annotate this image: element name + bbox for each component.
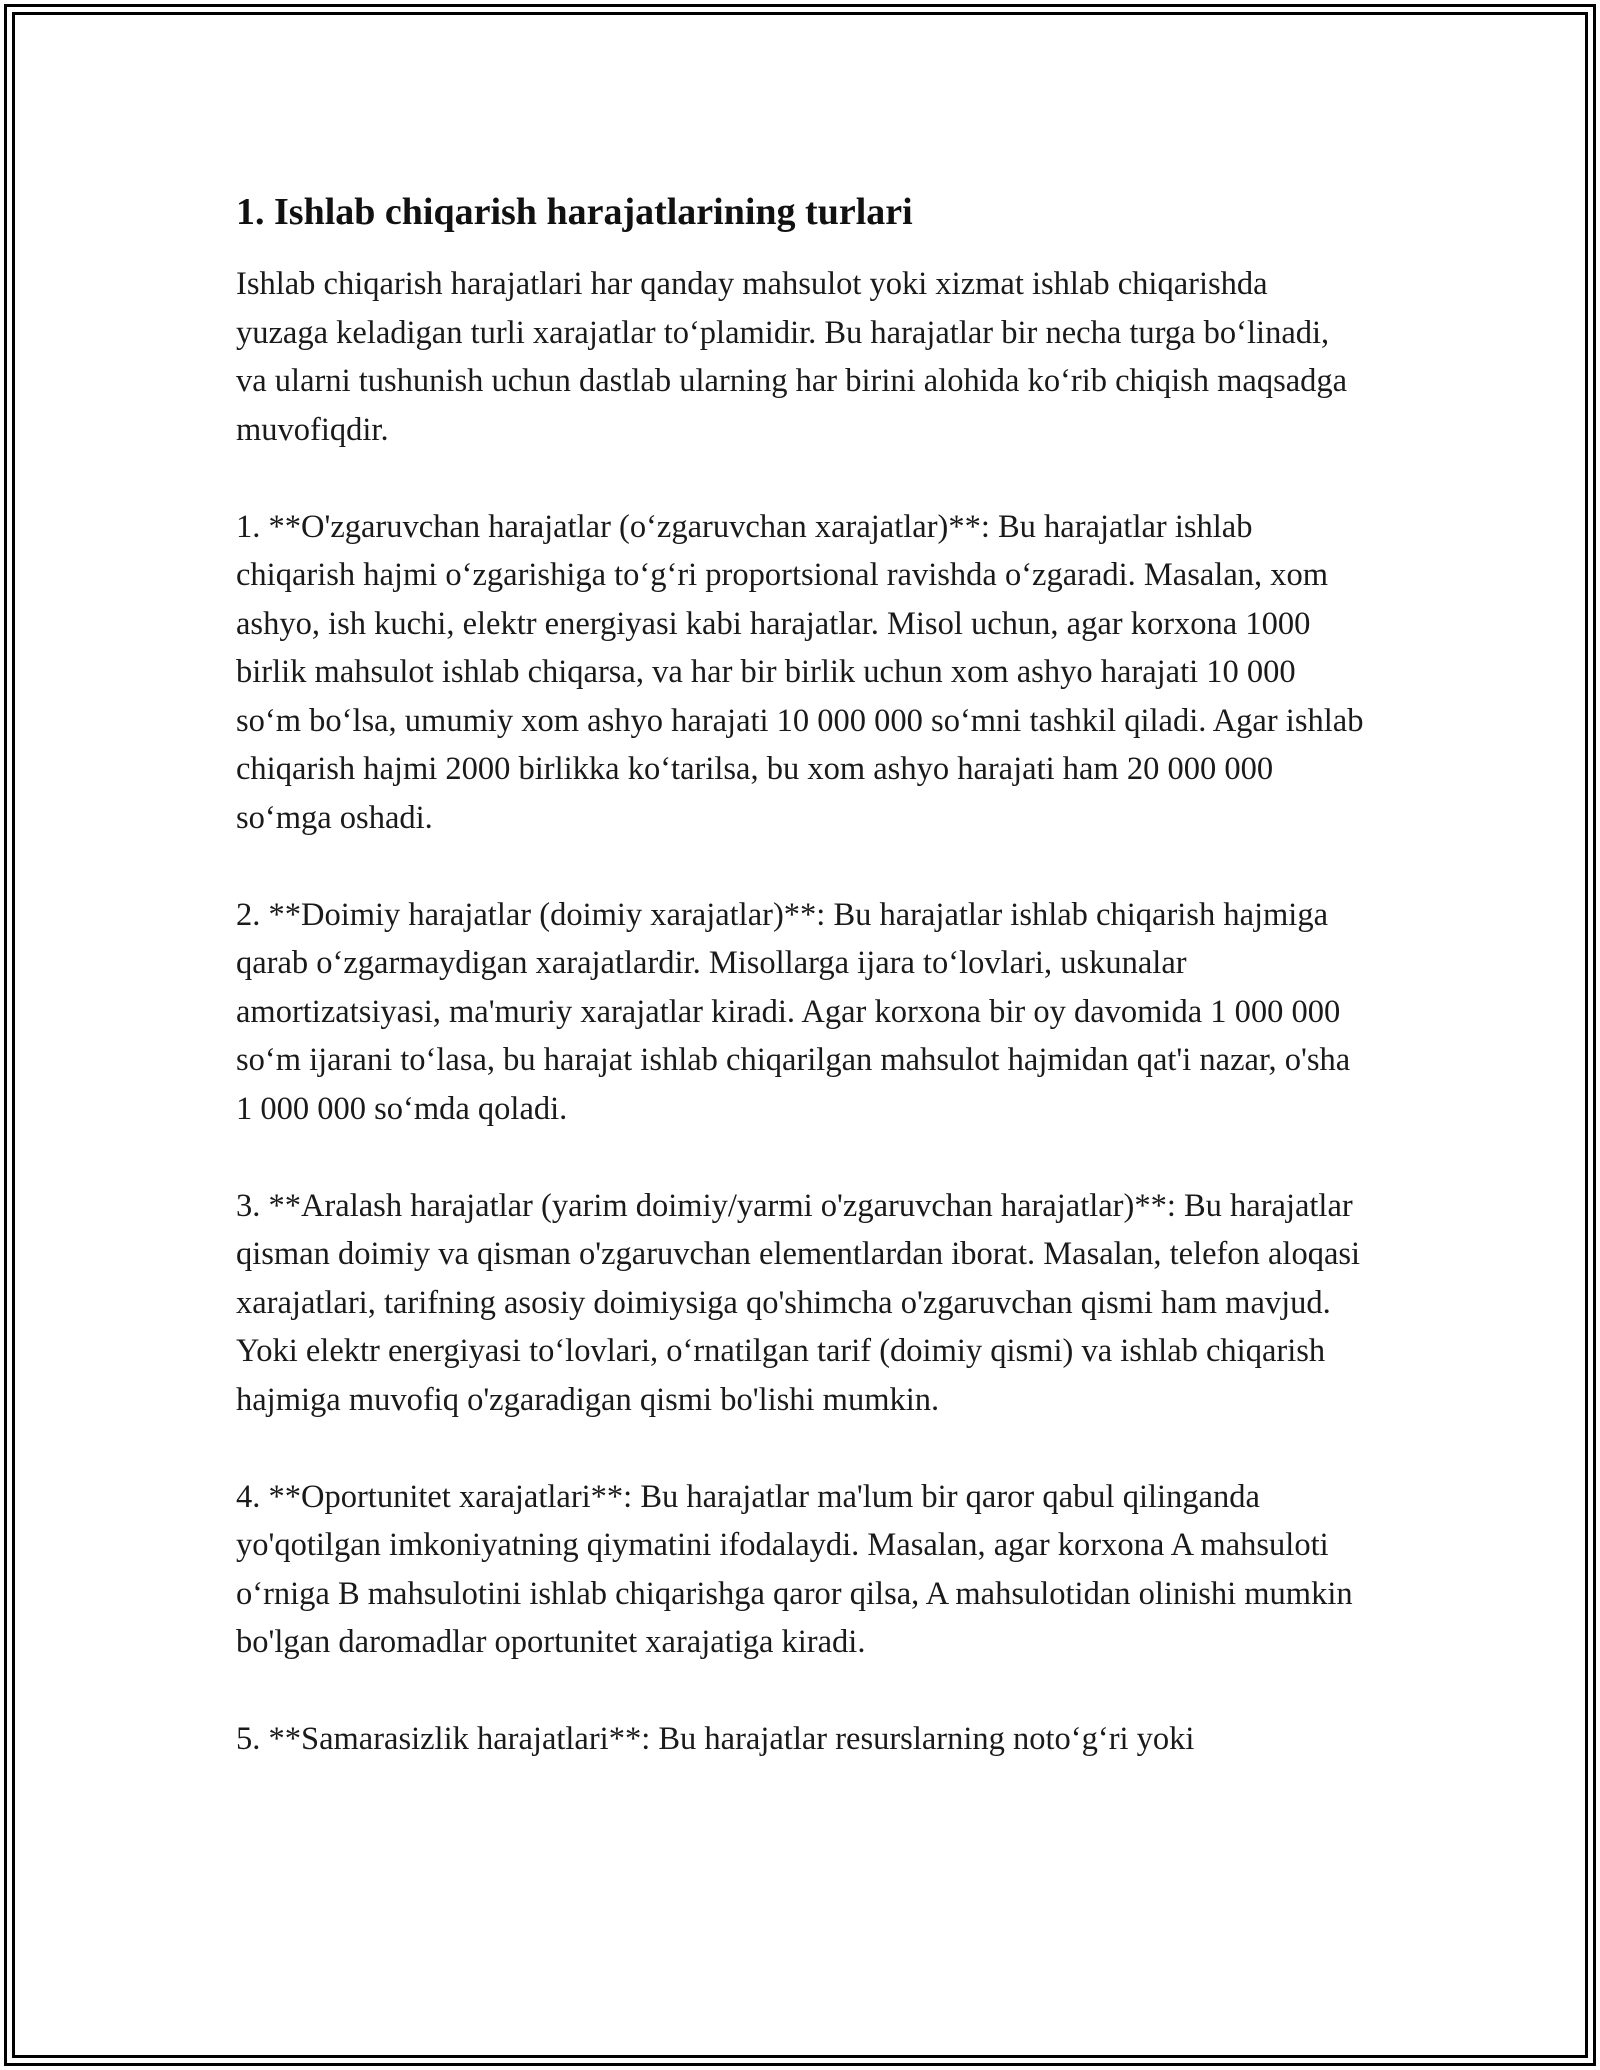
document-body xyxy=(236,186,1366,1812)
paragraph-inefficiency-costs: 5. **Samarasizlik harajatlari**: Bu harajatlar resurslarning noto‘g‘ri yoki xyxy=(236,1721,1195,1757)
paragraph-opportunity-costs: 4. **Oportunitet xarajatlari**: Bu harajatlar ma'lum bir qaror qabul qilinganda yo'qotilgan imkoniyatning qiymatini ifodalaydi. Masalan, agar korxona A mahsuloti o‘rniga B mahsulotini ishlab chiqarishga qaror qilsa, A mahsulotidan olinishi mumkin bo'lgan daromadlar oportunitet xarajatiga kiradi. xyxy=(236,1478,1353,1660)
paragraph-variable-costs: 1. **O'zgaruvchan harajatlar (o‘zgaruvchan xarajatlar)**: Bu harajatlar ishlab chiqarish hajmi o‘zgarishiga to‘g‘ri proportsional ravishda o‘zgaradi. Masalan, xom ashyo, ish kuchi, elektr energiyasi kabi harajatlar. Misol uchun, agar korxona 1000 birlik mahsulot ishlab chiqarsa, va har bir birlik uchun xom ashyo harajati 10 000 so‘m bo‘lsa, umumiy xom ashyo harajati 10 000 000 so‘mni tashkil qiladi. Agar ishlab chiqarish hajmi 2000 birlikka ko‘tarilsa, bu xom ashyo harajati ham 20 000 000 so‘mga oshadi. xyxy=(236,508,1364,836)
paragraph-fixed-costs: 2. **Doimiy harajatlar (doimiy xarajatlar)**: Bu harajatlar ishlab chiqarish hajmiga qarab o‘zgarmaydigan xarajatlardir. Misollarga ijara to‘lovlari, uskunalar amortizatsiyasi, ma'muriy xarajatlar kiradi. Agar korxona bir oy davomida 1 000 000 so‘m ijarani to‘lasa, bu harajat ishlab chiqarilgan mahsulot hajmidan qat'i nazar, o'sha 1 000 000 so‘mda qoladi. xyxy=(236,896,1351,1127)
document-title: 1. Ishlab chiqarish harajatlarining turlari xyxy=(236,191,913,233)
intro-paragraph: Ishlab chiqarish harajatlari har qanday mahsulot yoki xizmat ishlab chiqarishda yuzaga keladigan turli xarajatlar to‘plamidir. Bu harajatlar bir necha turga bo‘linadi, va ularni tushunish uchun dastlab ularning har birini alohida ko‘rib chiqish maqsadga muvofiqdir. xyxy=(236,266,1348,448)
paragraph-mixed-costs: 3. **Aralash harajatlar (yarim doimiy/yarmi o'zgaruvchan harajatlar)**: Bu harajatlar qisman doimiy va qisman o'zgaruvchan elementlardan iborat. Masalan, telefon aloqasi xarajatlari, tarifning asosiy doimiysiga qo'shimcha o'zgaruvchan qismi ham mavjud. Yoki elektr energiyasi to‘lovlari, o‘rnatilgan tarif (doimiy qismi) va ishlab chiqarish hajmiga muvofiq o'zgaradigan qismi bo'lishi mumkin. xyxy=(236,1187,1361,1418)
